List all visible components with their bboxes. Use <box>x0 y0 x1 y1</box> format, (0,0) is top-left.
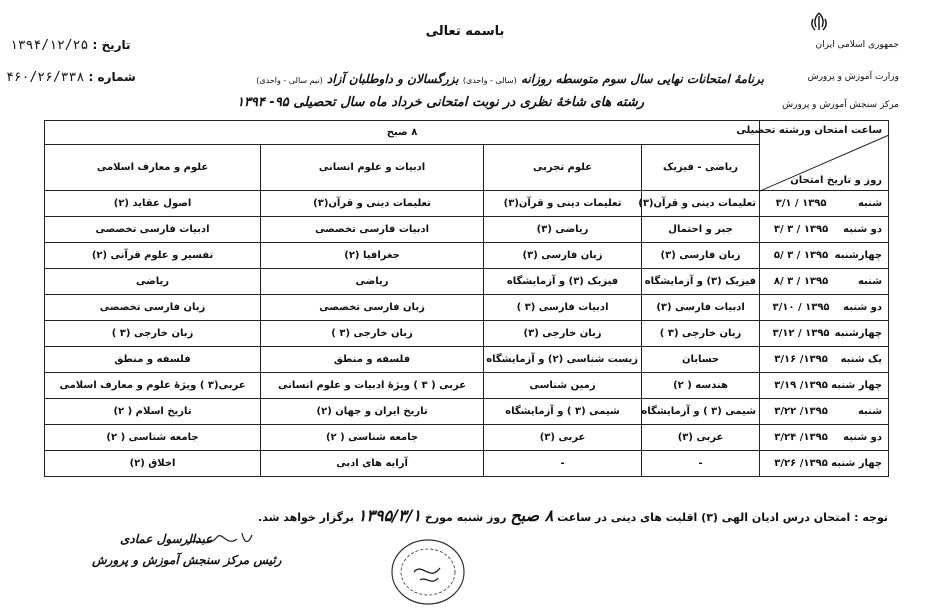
exam-day-date <box>760 347 889 373</box>
exam-subject-cell: فیزیک (۳) و آزمایشگاه <box>484 269 642 295</box>
exam-day-date <box>760 269 889 295</box>
exam-subject-cell: تعلیمات دینی و قرآن(۳) <box>642 191 760 217</box>
field-header: علوم و معارف اسلامی <box>45 145 261 191</box>
exam-day: چهار شنبه <box>831 458 883 469</box>
exam-subject-cell: فلسفه و منطق <box>45 347 261 373</box>
exam-day: دو شنبه <box>843 302 883 313</box>
note-prefix: توجه : <box>854 511 888 524</box>
exam-subject-cell: ادبیات فارسی (۳ ) <box>484 295 642 321</box>
exam-subject-cell: جغرافیا (۲) <box>261 243 484 269</box>
exam-subject-cell: زبان فارسی (۳) <box>484 243 642 269</box>
exam-subject-cell: تاریخ اسلام ( ۲) <box>45 399 261 425</box>
exam-date: ۱۳۹۵/ ۳/۱۶ <box>774 354 828 365</box>
exam-subject-cell: زیست شناسی (۲) و آزمایشگاه <box>484 347 642 373</box>
exam-subject-cell: تعلیمات دینی و قرآن(۳) <box>484 191 642 217</box>
exam-subject-cell: حسابان <box>642 347 760 373</box>
title-paren-b: (نیم سالی - واحدی) <box>256 76 323 85</box>
exam-subject-cell: اخلاق (۲) <box>45 451 261 477</box>
exam-subject-cell: زبان خارجی (۳ ) <box>642 321 760 347</box>
exam-day: دو شنبه <box>843 432 883 443</box>
exam-subject-cell: - <box>642 451 760 477</box>
exam-day: شنبه <box>857 276 883 287</box>
exam-subject-cell: ریاضی (۳) <box>484 217 642 243</box>
table-row <box>45 451 889 477</box>
exam-subject-cell: زبان خارجی (۳ ) <box>45 321 261 347</box>
exam-date: ۱۳۹۵/ ۳/۲۶ <box>774 458 828 469</box>
table-row <box>45 243 889 269</box>
table-header-row-time <box>45 121 889 145</box>
exam-day: شنبه <box>857 406 883 417</box>
exam-subject-cell: آرایه های ادبی <box>261 451 484 477</box>
exam-subject-cell: اصول عقاید (۲) <box>45 191 261 217</box>
exam-subject-cell: زمین شناسی <box>484 373 642 399</box>
exam-date: ۱۳۹۵/ ۳/۲۲ <box>774 406 828 417</box>
table-row <box>45 425 889 451</box>
table-corner-cell <box>736 121 889 191</box>
exam-date: ۱۳۹۵ / ۳ /۸ <box>773 276 829 287</box>
exam-subject-cell: زبان خارجی (۳) <box>484 321 642 347</box>
exam-subject-cell: زبان فارسی (۳) <box>642 243 760 269</box>
note-time: ۸ صبح <box>510 506 554 525</box>
exam-subject-cell: تفسیر و علوم قرآنی (۲) <box>45 243 261 269</box>
exam-subject-cell: جامعه شناسی ( ۲) <box>45 425 261 451</box>
note-date: ۱۳۹۵/۳/۱ <box>357 506 422 525</box>
exam-subject-cell: زبان فارسی تخصصی <box>45 295 261 321</box>
exam-schedule-table <box>44 120 889 477</box>
exam-subject-cell: عربی ( ۳ ) ویژهٔ ادبیات و علوم انسانی <box>261 373 484 399</box>
title-part-b: بزرگسالان و داوطلبان آزاد <box>326 72 459 86</box>
page-title <box>256 72 764 86</box>
number-value: ۴۶۰/۲۶/۳۳۸ <box>6 70 85 85</box>
exam-subject-cell: هندسه ( ۲) <box>642 373 760 399</box>
exam-day: دو شنبه <box>843 224 883 235</box>
exam-subject-cell: فیزیک (۳) و آزمایشگاه <box>642 269 760 295</box>
exam-subject-cell: ریاضی <box>261 269 484 295</box>
field-header: ادبیات و علوم انسانی <box>261 145 484 191</box>
exam-subject-cell: - <box>484 451 642 477</box>
exam-date: ۱۳۹۵ / ۳ /۳ <box>773 224 829 235</box>
exam-subject-cell: جامعه شناسی ( ۲) <box>261 425 484 451</box>
exam-day-date <box>760 243 889 269</box>
table-row <box>45 347 889 373</box>
exam-date: ۱۳۹۵ / ۳/۱ <box>775 198 827 209</box>
exam-day-date <box>760 373 889 399</box>
exam-day-date <box>760 191 889 217</box>
org-line-country: جمهوری اسلامی ایران <box>815 40 899 50</box>
title-paren-a: (سالی - واحدی) <box>462 76 517 85</box>
exam-subject-cell: جبر و احتمال <box>642 217 760 243</box>
corner-bottom-label: روز و تاریخ امتحان <box>790 175 883 186</box>
exam-subject-cell: ادبیات فارسی (۳) <box>642 295 760 321</box>
exam-day: شنبه <box>857 198 883 209</box>
exam-subject-cell: عربی (۳) <box>642 425 760 451</box>
table-row <box>45 191 889 217</box>
exam-subject-cell: عربی(۳ ) ویژهٔ علوم و معارف اسلامی <box>45 373 261 399</box>
exam-date: ۱۳۹۵/ ۳/۱۹ <box>774 380 828 391</box>
note-text-a: امتحان درس ادیان الهی (۳) اقلیت های دینی در ساعت <box>557 511 851 524</box>
note-text-c: برگزار خواهد شد. <box>258 511 354 524</box>
number-line <box>6 70 136 85</box>
exam-day-date <box>760 295 889 321</box>
exam-day-date <box>760 399 889 425</box>
org-line-center: مرکز سنجش آموزش و پرورش <box>782 100 899 110</box>
exam-day: چهارشنبه <box>834 250 883 261</box>
exam-subject-cell: ادبیات فارسی تخصصی <box>261 217 484 243</box>
exam-day-date <box>760 321 889 347</box>
table-row <box>45 217 889 243</box>
org-line-ministry: وزارت آموزش و پرورش <box>807 72 899 82</box>
exam-date: ۱۳۹۵ / ۳/۱۰ <box>772 302 830 313</box>
exam-day-date <box>760 425 889 451</box>
date-line <box>10 38 131 53</box>
exam-subject-cell: تعلیمات دینی و قرآن(۳) <box>261 191 484 217</box>
exam-day-date <box>760 451 889 477</box>
office-stamp <box>386 528 470 608</box>
signatory-name: عبدالرسول عمادی <box>120 532 213 546</box>
exam-day: چهار شنبه <box>831 380 883 391</box>
title-part-a: برنامهٔ امتحانات نهایی سال سوم متوسطه روزانه <box>520 72 764 86</box>
note-text-b: روز شنبه مورخ <box>424 511 507 524</box>
table-row <box>45 373 889 399</box>
exam-subject-cell: ادبیات فارسی تخصصی <box>45 217 261 243</box>
number-label: شماره : <box>88 70 136 84</box>
exam-subject-cell: زبان خارجی (۳ ) <box>261 321 484 347</box>
exam-subject-cell: شیمی (۳ ) و آزمایشگاه <box>484 399 642 425</box>
table-row <box>45 295 889 321</box>
exam-subject-cell: ریاضی <box>45 269 261 295</box>
exam-day-date <box>760 217 889 243</box>
iran-emblem-icon <box>806 10 832 36</box>
footnote <box>40 506 888 525</box>
field-header: علوم تجربی <box>484 145 642 191</box>
exam-subject-cell: تاریخ ایران و جهان (۲) <box>261 399 484 425</box>
time-header: ۸ صبح <box>45 121 760 145</box>
corner-top-label: ساعت امتحان ورشته تحصیلی <box>736 125 883 136</box>
exam-date: ۱۳۹۵ / ۳/۱۲ <box>772 328 830 339</box>
table-row <box>45 321 889 347</box>
exam-subject-cell: فلسفه و منطق <box>261 347 484 373</box>
invocation: باسمه تعالی <box>425 24 505 39</box>
date-value: ۱۳۹۴/۱۲/۲۵ <box>10 38 89 53</box>
exam-subject-cell: عربی (۳) <box>484 425 642 451</box>
date-label: تاریخ : <box>92 38 131 52</box>
exam-day: چهارشنبه <box>834 328 883 339</box>
field-header: ریاضی - فیزیک <box>642 145 760 191</box>
signatory-title: رئیس مرکز سنجش آموزش و پرورش <box>92 553 282 567</box>
exam-subject-cell: شیمی (۳ ) و آزمایشگاه <box>642 399 760 425</box>
table-row <box>45 399 889 425</box>
table-row <box>45 269 889 295</box>
page-subtitle: رشته های شاخهٔ نظری در نوبت امتحانی خرداد ماه سال تحصیلی ۹۵- ۱۳۹۴ <box>236 95 644 110</box>
exam-date: ۱۳۹۵ / ۳ /۵ <box>773 250 829 261</box>
exam-subject-cell: زبان فارسی تخصصی <box>261 295 484 321</box>
exam-date: ۱۳۹۵/ ۳/۲۴ <box>774 432 828 443</box>
exam-day: یک شنبه <box>840 354 883 365</box>
